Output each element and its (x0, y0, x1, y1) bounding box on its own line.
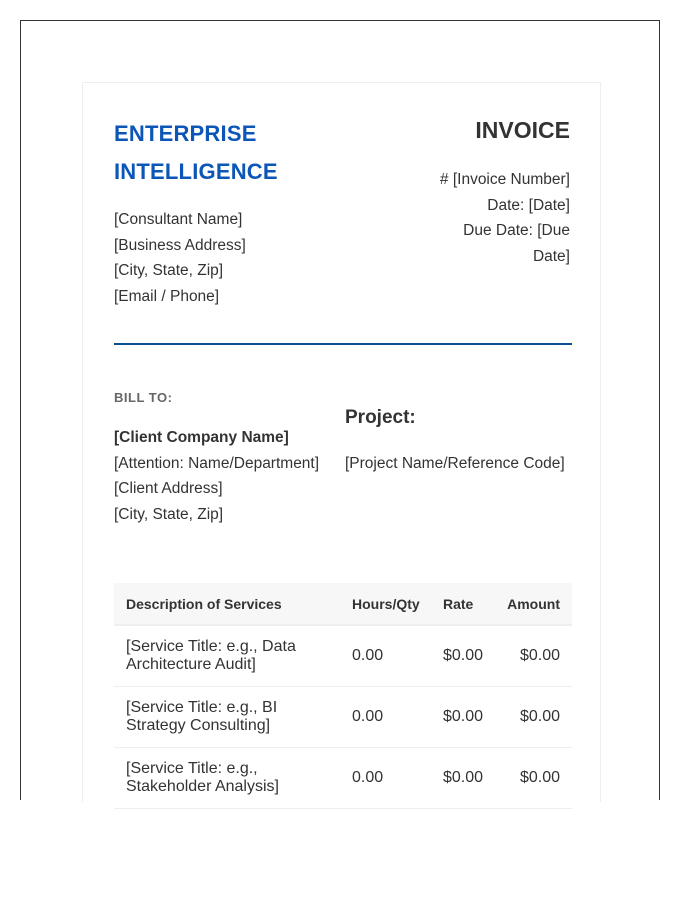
bill-to-label: BILL TO: (114, 390, 173, 405)
header-rate: Rate (431, 583, 495, 625)
service-amount: $0.00 (495, 687, 572, 748)
service-description-line1: [Service Title: e.g., Data (126, 638, 296, 655)
services-table (114, 583, 572, 809)
service-amount: $0.00 (495, 625, 572, 687)
invoice-due-date-line2: Date] (532, 248, 570, 266)
invoice-title: INVOICE (475, 117, 570, 143)
service-qty: 0.00 (340, 625, 431, 687)
service-description-line2: Stakeholder Analysis] (126, 778, 279, 795)
service-rate: $0.00 (431, 748, 495, 809)
invoice-due-date-line1: Due Date: [Due (463, 222, 570, 240)
service-amount: $0.00 (495, 748, 572, 809)
header-amount: Amount (495, 583, 572, 625)
client-attention: [Attention: Name/Department] (114, 454, 320, 472)
consultant-email-phone: [Email / Phone] (114, 288, 220, 306)
consultant-name: [Consultant Name] (114, 211, 243, 228)
consultant-city-state-zip: [City, State, Zip] (114, 262, 224, 280)
project-label: Project: (345, 407, 416, 428)
service-description (114, 687, 340, 748)
table-header-row (114, 583, 572, 625)
service-description (114, 748, 340, 809)
header-description: Description of Services (114, 583, 340, 625)
header-hours-qty: Hours/Qty (340, 583, 431, 625)
table-row (114, 687, 572, 748)
table-row (114, 625, 572, 687)
company-name (114, 115, 354, 191)
table-row (114, 748, 572, 809)
service-qty: 0.00 (340, 687, 431, 748)
invoice-date: Date: [Date] (487, 196, 570, 214)
consultant-details (114, 207, 246, 310)
company-name-line1: ENTERPRISE (114, 121, 257, 146)
service-description (114, 625, 340, 687)
document-page (20, 20, 660, 800)
client-city-state-zip: [City, State, Zip] (114, 506, 224, 524)
invoice-meta (370, 167, 570, 270)
project-value: [Project Name/Reference Code] (345, 455, 565, 472)
invoice-number: # [Invoice Number] (439, 171, 570, 188)
company-name-line2: INTELLIGENCE (114, 159, 278, 184)
service-description-line2: Architecture Audit] (126, 656, 256, 673)
service-description-line1: [Service Title: e.g., (126, 760, 258, 777)
client-company-name: [Client Company Name] (114, 429, 289, 446)
invoice-card (82, 82, 601, 802)
service-description-line2: Strategy Consulting] (126, 717, 271, 734)
client-details (114, 425, 319, 528)
service-rate: $0.00 (431, 625, 495, 687)
client-address: [Client Address] (114, 480, 223, 498)
header-divider (114, 343, 572, 345)
business-address: [Business Address] (114, 236, 246, 254)
service-description-line1: [Service Title: e.g., BI (126, 699, 278, 716)
service-qty: 0.00 (340, 748, 431, 809)
service-rate: $0.00 (431, 687, 495, 748)
